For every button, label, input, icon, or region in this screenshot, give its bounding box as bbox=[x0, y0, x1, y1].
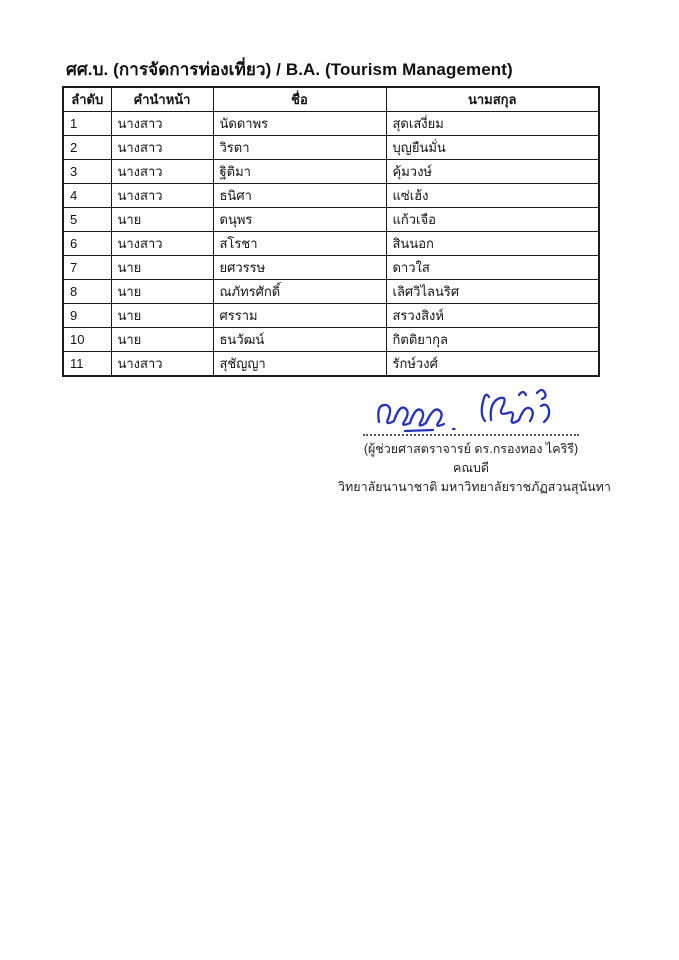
cell-no: 4 bbox=[63, 184, 111, 208]
header-prefix: คำนำหน้า bbox=[111, 87, 213, 112]
header-no: ลำดับ bbox=[63, 87, 111, 112]
table-row bbox=[63, 328, 599, 352]
cell-prefix: นาย bbox=[111, 304, 213, 328]
student-roster-table bbox=[62, 86, 600, 377]
cell-prefix: นางสาว bbox=[111, 112, 213, 136]
cell-prefix: นาย bbox=[111, 328, 213, 352]
table-row bbox=[63, 280, 599, 304]
signer-affiliation: วิทยาลัยนานาชาติ มหาวิทยาลัยราชภัฏสวนสุนันทา bbox=[338, 480, 611, 494]
cell-no: 6 bbox=[63, 232, 111, 256]
header-last-name: นามสกุล bbox=[386, 87, 599, 112]
signature-block bbox=[338, 384, 611, 497]
header-first-name: ชื่อ bbox=[213, 87, 386, 112]
signer-name: (ผู้ช่วยศาสตราจารย์ ดร.กรองทอง ไคริรี) bbox=[363, 442, 579, 456]
table-row bbox=[63, 304, 599, 328]
cell-prefix: นางสาว bbox=[111, 352, 213, 377]
table-row bbox=[63, 136, 599, 160]
cell-first-name: ธนิศา bbox=[213, 184, 386, 208]
cell-first-name: ฐิติมา bbox=[213, 160, 386, 184]
cell-last-name: รักษ์วงศ์ bbox=[386, 352, 599, 377]
cell-prefix: นางสาว bbox=[111, 184, 213, 208]
cell-first-name: สโรชา bbox=[213, 232, 386, 256]
cell-no: 3 bbox=[63, 160, 111, 184]
cell-last-name: สุดเสงี่ยม bbox=[386, 112, 599, 136]
cell-no: 7 bbox=[63, 256, 111, 280]
table-header-row bbox=[63, 87, 599, 112]
cell-last-name: แก้วเจือ bbox=[386, 208, 599, 232]
table-row bbox=[63, 352, 599, 377]
table-row bbox=[63, 232, 599, 256]
cell-last-name: สรวงสิงห์ bbox=[386, 304, 599, 328]
cell-last-name: ดาวใส bbox=[386, 256, 599, 280]
cell-prefix: นางสาว bbox=[111, 160, 213, 184]
cell-last-name: เลิศวิไลนริศ bbox=[386, 280, 599, 304]
cell-no: 11 bbox=[63, 352, 111, 377]
table-row bbox=[63, 160, 599, 184]
cell-no: 2 bbox=[63, 136, 111, 160]
cell-no: 8 bbox=[63, 280, 111, 304]
signature-dotted-line bbox=[363, 434, 579, 436]
cell-last-name: สินนอก bbox=[386, 232, 599, 256]
cell-last-name: บุญยืนมั่น bbox=[386, 136, 599, 160]
cell-first-name: วิรตา bbox=[213, 136, 386, 160]
table-row bbox=[63, 208, 599, 232]
cell-first-name: ณภัทรศักดิ์ bbox=[213, 280, 386, 304]
table-row bbox=[63, 256, 599, 280]
cell-last-name: กิตติยากุล bbox=[386, 328, 599, 352]
cell-first-name: สุชัญญา bbox=[213, 352, 386, 377]
cell-first-name: ยศวรรษ bbox=[213, 256, 386, 280]
cell-prefix: นาย bbox=[111, 280, 213, 304]
cell-no: 1 bbox=[63, 112, 111, 136]
cell-no: 5 bbox=[63, 208, 111, 232]
cell-first-name: ธนวัฒน์ bbox=[213, 328, 386, 352]
table-row bbox=[63, 184, 599, 208]
cell-first-name: ดนุพร bbox=[213, 208, 386, 232]
cell-first-name: ศรราม bbox=[213, 304, 386, 328]
cell-last-name: คุ้มวงษ์ bbox=[386, 160, 599, 184]
cell-prefix: นาย bbox=[111, 208, 213, 232]
cell-prefix: นาย bbox=[111, 256, 213, 280]
page-title: ศศ.บ. (การจัดการท่องเที่ยว) / B.A. (Tourism Management) bbox=[66, 60, 513, 79]
signer-title: คณบดี bbox=[452, 461, 489, 475]
cell-last-name: แซ่เฮ้ง bbox=[386, 184, 599, 208]
cell-prefix: นางสาว bbox=[111, 136, 213, 160]
cell-no: 10 bbox=[63, 328, 111, 352]
cell-prefix: นางสาว bbox=[111, 232, 213, 256]
handwritten-signature-icon bbox=[369, 384, 573, 436]
cell-no: 9 bbox=[63, 304, 111, 328]
cell-first-name: นัดดาพร bbox=[213, 112, 386, 136]
table-row bbox=[63, 112, 599, 136]
